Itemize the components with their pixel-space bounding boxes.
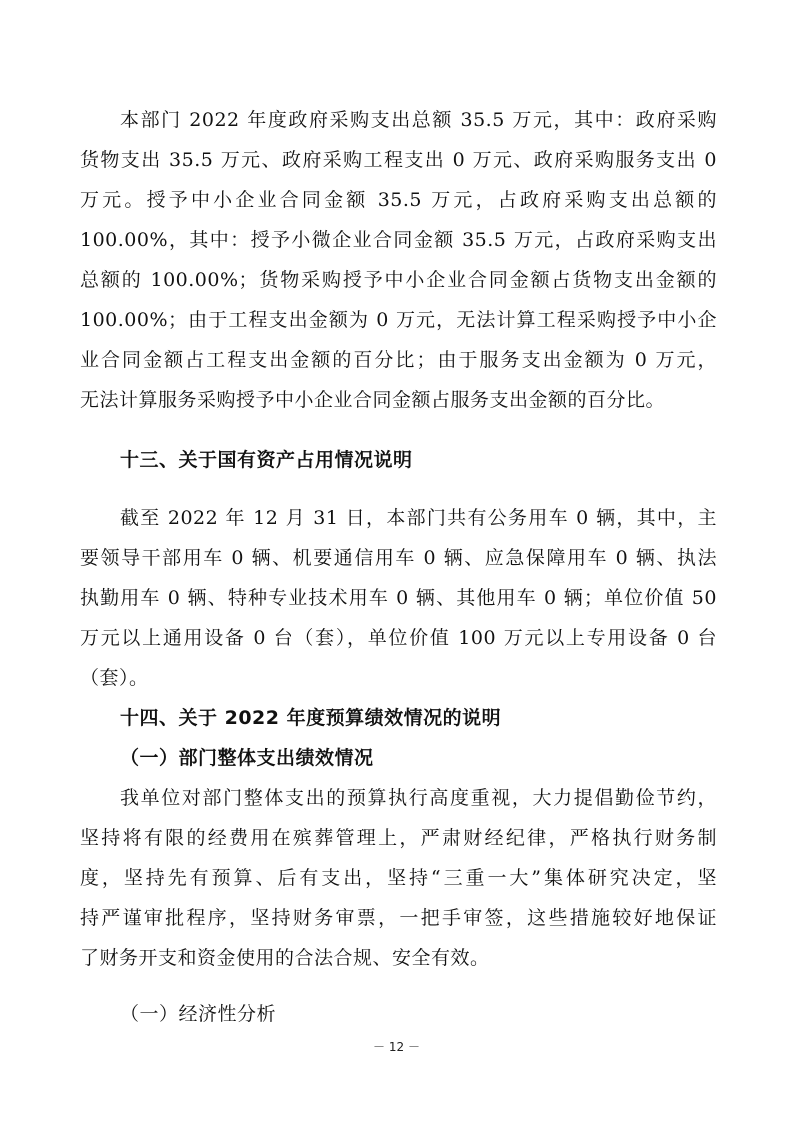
text-line: 货物支出 35.5 万元、政府采购工程支出 0 万元、政府采购服务支出 0 — [80, 149, 717, 171]
text-line: 执勤用车 0 辆、特种专业技术用车 0 辆、其他用车 0 辆；单位价值 50 — [80, 587, 717, 609]
page-number: － 12 － — [373, 1040, 420, 1054]
text-line: 要领导干部用车 0 辆、机要通信用车 0 辆、应急保障用车 0 辆、执法 — [80, 547, 717, 569]
text-line: 万元以上通用设备 0 台（套），单位价值 100 万元以上专用设备 0 台 — [80, 627, 717, 649]
text-line: 我单位对部门整体支出的预算执行高度重视，大力提倡勤俭节约， — [120, 787, 717, 809]
text-line: 度，坚持先有预算、后有支出，坚持“三重一大”集体研究决定，坚 — [80, 867, 717, 889]
text-line: 100.00%，其中：授予小微企业合同金额 35.5 万元，占政府采购支出 — [80, 229, 717, 251]
text-line: 了财务开支和资金使用的合法合规、安全有效。 — [80, 947, 490, 969]
section-heading: 十三、关于国有资产占用情况说明 — [120, 449, 413, 471]
text-line: 坚持将有限的经费用在殡葬管理上，严肃财经纪律，严格执行财务制 — [80, 827, 717, 849]
text-line: 业合同金额占工程支出金额的百分比；由于服务支出金额为 0 万元， — [80, 349, 717, 371]
text-line: 100.00%；由于工程支出金额为 0 万元，无法计算工程采购授予中小企 — [80, 309, 717, 331]
subsection-heading: （一）经济性分析 — [120, 1003, 277, 1025]
text-line: （套）。 — [80, 667, 149, 689]
text-line: 截至 2022 年 12 月 31 日，本部门共有公务用车 0 辆，其中，主 — [120, 507, 717, 529]
text-line: 本部门 2022 年度政府采购支出总额 35.5 万元，其中：政府采购 — [120, 109, 717, 131]
text-line: 总额的 100.00%；货物采购授予中小企业合同金额占货物支出金额的 — [80, 269, 717, 291]
subsection-heading: （一）部门整体支出绩效情况 — [120, 747, 374, 769]
text-line: 持严谨审批程序，坚持财务审票，一把手审签，这些措施较好地保证 — [80, 907, 717, 929]
text-line: 万元。授予中小企业合同金额 35.5 万元，占政府采购支出总额的 — [80, 189, 717, 211]
section-heading: 十四、关于 2022 年度预算绩效情况的说明 — [120, 707, 502, 729]
text-line: 无法计算服务采购授予中小企业合同金额占服务支出金额的百分比。 — [80, 389, 666, 411]
